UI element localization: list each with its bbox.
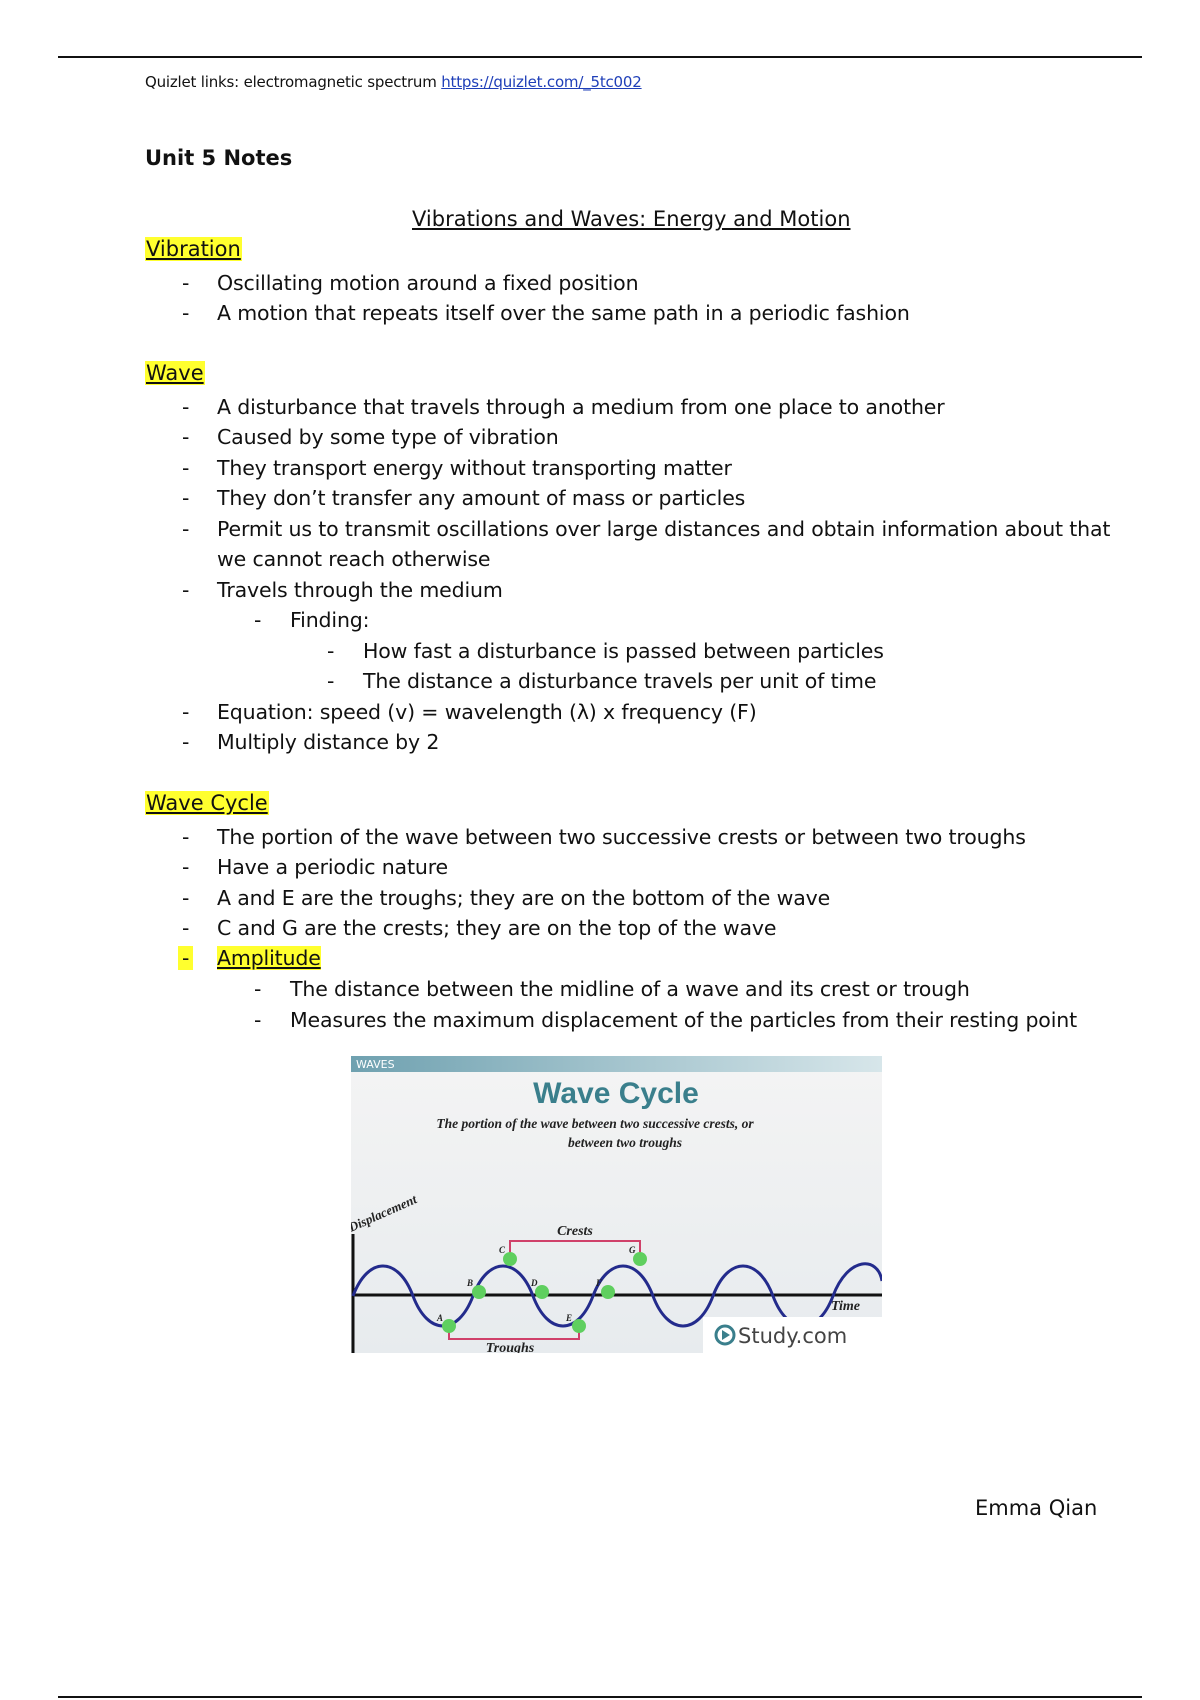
- section-heading-wave-cycle: Wave Cycle: [146, 791, 268, 815]
- bullet-dash: -: [182, 301, 190, 325]
- page-title: Unit 5 Notes: [145, 146, 293, 170]
- bullet-dash: -: [182, 825, 190, 849]
- bullet-dash: -: [182, 271, 190, 295]
- wave-point-f: [601, 1285, 615, 1299]
- wave-cycle-figure: [351, 1056, 882, 1353]
- section-heading-vibration: Vibration: [146, 237, 241, 261]
- list-item: Travels through the medium: [217, 578, 503, 602]
- bullet-dash: -: [182, 395, 190, 419]
- bullet-dash: -: [182, 730, 190, 754]
- list-item: They transport energy without transporting matter: [217, 456, 732, 480]
- quizlet-prefix: Quizlet links: electromagnetic spectrum: [145, 73, 442, 91]
- list-item: The portion of the wave between two successive crests or between two troughs: [217, 825, 1026, 849]
- list-item: Permit us to transmit oscillations over large distances and obtain information about that: [217, 517, 1111, 541]
- bullet-dash: -: [254, 1008, 262, 1032]
- bullet-dash: -: [182, 456, 190, 480]
- bullet-dash: -: [182, 486, 190, 510]
- list-item: Caused by some type of vibration: [217, 425, 559, 449]
- crests-label: Crests: [557, 1224, 593, 1239]
- list-item: The distance a disturbance travels per unit of time: [363, 669, 877, 693]
- bullet-dash: -: [182, 886, 190, 910]
- list-item: How fast a disturbance is passed between particles: [363, 639, 884, 663]
- figure-caption-line2: between two troughs: [567, 1135, 683, 1150]
- list-item: They don’t transfer any amount of mass or particles: [217, 486, 746, 510]
- bullet-dash: -: [254, 608, 262, 632]
- point-label-d: D: [531, 1278, 538, 1288]
- page-subtitle: Vibrations and Waves: Energy and Motion: [412, 207, 851, 231]
- point-label-c: C: [499, 1245, 506, 1255]
- y-axis-label: Displacement: [351, 1191, 419, 1235]
- point-label-b: B: [467, 1278, 474, 1288]
- list-item: A disturbance that travels through a medium from one place to another: [217, 395, 945, 419]
- quizlet-link[interactable]: https://quizlet.com/_5tc002: [441, 73, 642, 91]
- bullet-dash: -: [182, 425, 190, 449]
- list-item: Multiply distance by 2: [217, 730, 440, 754]
- bullet-dash-highlighted: -: [178, 946, 193, 970]
- figure-caption-line1: The portion of the wave between two successive crests, or: [436, 1116, 754, 1131]
- figure-title: Wave Cycle: [533, 1077, 699, 1110]
- list-item: Have a periodic nature: [217, 855, 448, 879]
- list-item: Oscillating motion around a fixed position: [217, 271, 639, 295]
- list-item: Measures the maximum displacement of the particles from their resting point: [290, 1008, 1077, 1032]
- troughs-label: Troughs: [485, 1341, 535, 1353]
- bullet-dash: -: [182, 855, 190, 879]
- bullet-dash: -: [182, 578, 190, 602]
- list-item: A and E are the troughs; they are on the bottom of the wave: [217, 886, 831, 910]
- point-label-a: A: [437, 1313, 444, 1323]
- logo-text: Study.com: [738, 1324, 848, 1348]
- point-label-f: F: [596, 1278, 603, 1288]
- list-item: Finding:: [290, 608, 370, 632]
- list-item-continuation: we cannot reach otherwise: [217, 547, 491, 571]
- bullet-dash: -: [182, 517, 190, 541]
- wave-point-a: [442, 1319, 456, 1333]
- bullet-dash: -: [327, 639, 335, 663]
- section-heading-wave: Wave: [146, 361, 204, 385]
- quizlet-links: [145, 73, 642, 91]
- author-name: Emma Qian: [975, 1496, 1098, 1520]
- list-item-amplitude: Amplitude: [217, 946, 321, 970]
- list-item: C and G are the crests; they are on the top of the wave: [217, 916, 777, 940]
- wave-point-e: [572, 1319, 586, 1333]
- bullet-dash: -: [182, 916, 190, 940]
- bullet-dash: -: [182, 700, 190, 724]
- wave-point-c: [503, 1252, 517, 1266]
- point-label-g: G: [629, 1245, 636, 1255]
- figure-banner-text: WAVES: [356, 1058, 395, 1071]
- x-axis-label: Time: [831, 1299, 861, 1314]
- wave-point-b: [472, 1285, 486, 1299]
- wave-cycle-diagram: [351, 1056, 882, 1353]
- list-item: The distance between the midline of a wave and its crest or trough: [290, 977, 970, 1001]
- point-label-e: E: [566, 1313, 573, 1323]
- list-item: Equation: speed (v) = wavelength (λ) x frequency (F): [217, 700, 757, 724]
- list-item: A motion that repeats itself over the same path in a periodic fashion: [217, 301, 910, 325]
- bullet-dash: -: [327, 669, 335, 693]
- figure-banner: [351, 1056, 882, 1072]
- bullet-dash: -: [254, 977, 262, 1001]
